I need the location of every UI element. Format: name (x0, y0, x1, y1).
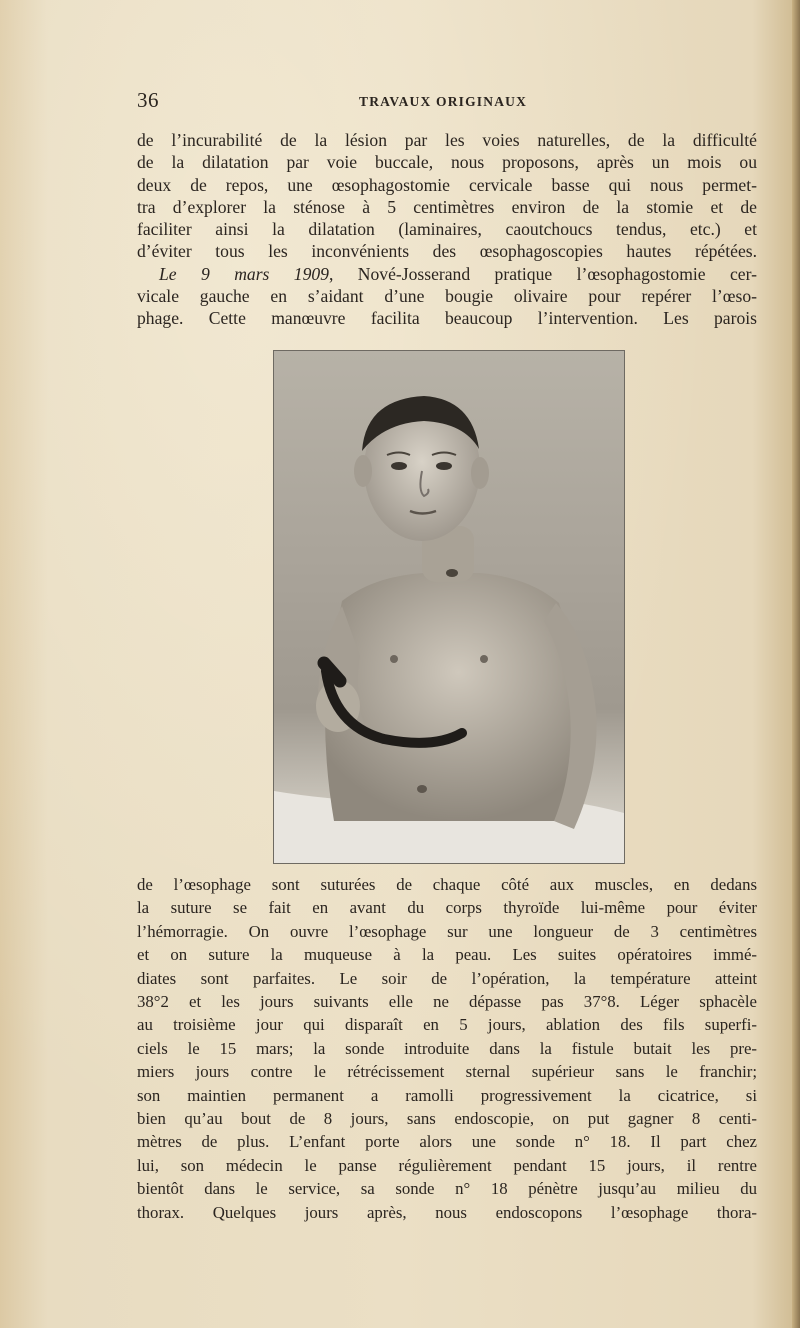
text-line: de l’incurabilité de la lésion par les voies naturelles, de la difficulté (137, 130, 757, 150)
text-line: diates sont parfaites. Le soir de l’opération, la température atteint (137, 968, 757, 988)
text-line: 38°2 et les jours suivants elle ne dépasse pas 37°8. Léger sphacèle (137, 992, 757, 1012)
text-line: ciels le 15 mars; la sonde introduite dans la fistule butait les pre- (137, 1038, 757, 1058)
text-line: thorax. Quelques jours après, nous endoscopons l’œsophage thora- (137, 1202, 757, 1222)
date-italic: Le 9 mars 1909 (159, 263, 329, 284)
text-line: vicale gauche en s’aidant d’une bougie olivaire pour repérer l’œso- (137, 286, 757, 307)
text-line: mètres de plus. L’enfant porte alors une sonde n° 18. Il part chez (137, 1132, 757, 1152)
text-line: et on suture la muqueuse à la peau. Les suites opératoires immé- (137, 945, 757, 965)
text-line: son maintien permanent a ramolli progressivement la cicatrice, si (137, 1085, 757, 1105)
text-line: de l’œsophage sont suturées de chaque côté aux muscles, en dedans (137, 875, 757, 894)
text-line: miers jours contre le rétrécissement sternal supérieur sans le franchir; (137, 1062, 757, 1082)
text-line: lui, son médecin le panse régulièrement pendant 15 jours, il rentre (137, 1155, 757, 1175)
text-line: au troisième jour qui disparaît en 5 jours, ablation des fils superfi- (137, 1015, 757, 1035)
page-number: 36 (137, 88, 159, 112)
text-line: deux de repos, une œsophagostomie cervicale basse qui nous permet- (137, 174, 757, 195)
text-line: de la dilatation par voie buccale, nous proposons, après un mois ou (137, 152, 757, 173)
paragraph-top (137, 129, 757, 330)
text-line: d’éviter tous les inconvénients des œsophagoscopies hautes répétées. (137, 241, 757, 262)
text-line: la suture se fait en avant du corps thyroïde lui-même pour éviter (137, 898, 757, 918)
text-line: l’hémorragie. On ouvre l’œsophage sur une longueur de 3 centimètres (137, 921, 757, 941)
photograph-drawing (274, 351, 624, 863)
text-line: faciliter ainsi la dilatation (laminaires, caoutchoucs tendus, etc.) et (137, 219, 757, 240)
photograph-boy-with-tube-icon (273, 350, 625, 864)
page-edge (792, 0, 800, 1328)
text-line: tra d’explorer la sténose à 5 centimètres environ de la stomie et de (137, 196, 757, 217)
running-head: TRAVAUX ORIGINAUX (359, 94, 528, 109)
text-line: bientôt dans le service, sa sonde n° 18 pénètre jusqu’au milieu du (137, 1179, 757, 1199)
page-header (137, 88, 757, 114)
text-line-dated (137, 263, 757, 285)
text-fragment: , Nové-Josserand pratique l’œsophagostomie cer- (328, 263, 757, 284)
text-line: bien qu’au bout de 8 jours, sans endoscopie, on put gagner 8 centi- (137, 1109, 757, 1129)
paragraph-bottom (137, 873, 757, 1224)
text-line: phage. Cette manœuvre facilita beaucoup l’intervention. Les parois (137, 308, 757, 329)
